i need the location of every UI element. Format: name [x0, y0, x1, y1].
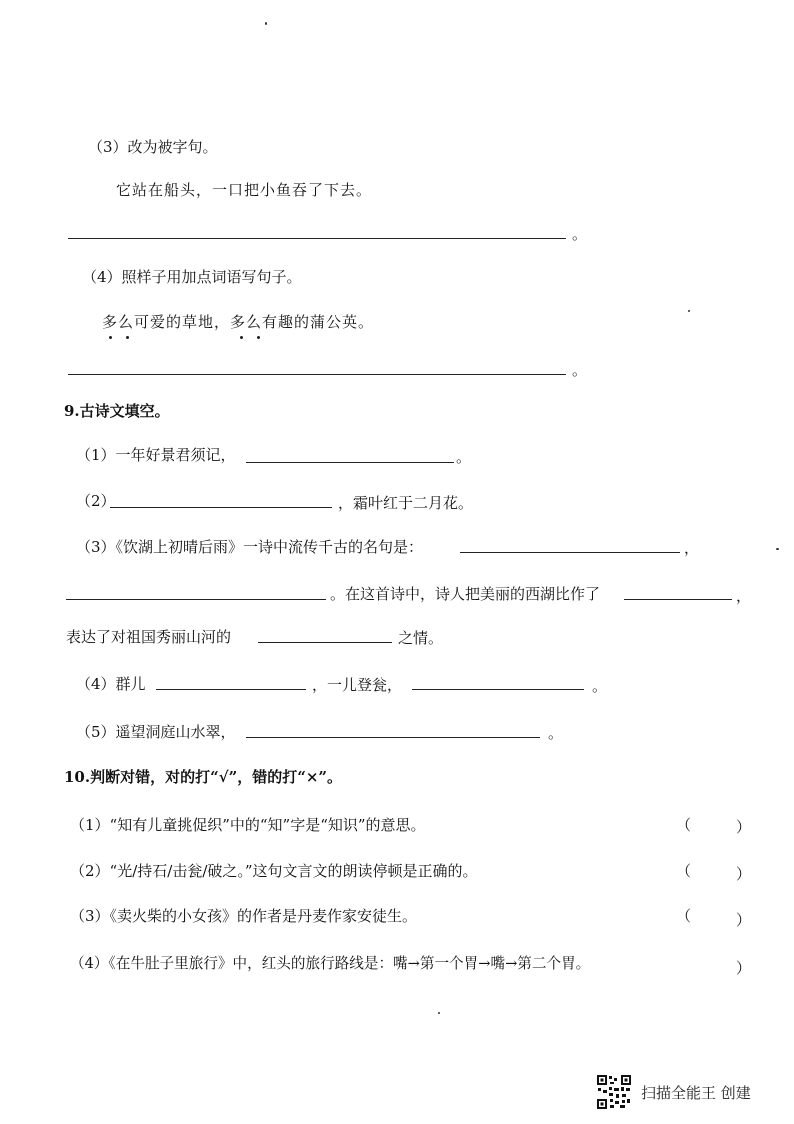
q10-item-1: （1）“知有儿童挑促织”中的“知”字是“知识”的意思。 — [70, 816, 426, 834]
q9-p3-text-2: 。在这首诗中，诗人把美丽的西湖比作了 — [330, 585, 601, 603]
q10-item-2: （2）“光/持石/击瓮/破之。”这句文言文的朗读停顿是正确的。 — [70, 862, 478, 880]
q10-item-1-paren-open: （ — [676, 816, 692, 834]
q9-p3-blank-4[interactable] — [258, 642, 392, 643]
q9-p3-comma: ， — [684, 539, 700, 557]
q8-p3-end: 。 — [572, 225, 588, 243]
q8-p3-sentence: 它站在船头，一口把小鱼吞了下去。 — [116, 181, 373, 199]
emphasis-dot — [109, 336, 112, 339]
q9-p2-blank[interactable] — [110, 507, 332, 508]
scanner-watermark: 扫描全能王 创建 — [641, 1084, 751, 1102]
q9-p3-text: （3）《饮湖上初晴后雨》一诗中流传千古的名句是： — [76, 538, 424, 556]
q9-p1-blank[interactable] — [246, 462, 454, 463]
q9-p3-text-4: 之情。 — [398, 629, 444, 647]
emphasis-dot — [126, 336, 129, 339]
q10-item-1-paren-close[interactable]: ） — [736, 818, 752, 836]
q9-p2-text: ，霜叶红于二月花。 — [338, 494, 474, 512]
scan-speck — [265, 22, 267, 25]
q8-p4-sentence: 多么可爱的草地，多么有趣的蒲公英。 — [102, 313, 375, 331]
q9-p3-blank-2[interactable] — [66, 599, 326, 600]
q9-p4-blank-1[interactable] — [156, 689, 306, 690]
q9-p4-text-2: ，一儿登瓮， — [312, 676, 403, 694]
q10-title: 10.判断对错，对的打“√”，错的打“×”。 — [64, 768, 343, 786]
emphasis-dot — [240, 336, 243, 339]
scan-speck — [776, 548, 779, 550]
q9-p1-text: （1）一年好景君须记， — [76, 446, 236, 464]
scan-speck — [438, 1012, 440, 1014]
q10-item-3-paren-close[interactable]: ） — [736, 911, 752, 929]
q8-p3-label: （3）改为被字句。 — [88, 138, 218, 156]
q9-p3-blank-3[interactable] — [624, 599, 732, 600]
q9-p4-text: （4）群儿 — [76, 675, 146, 693]
q9-title: 9.古诗文填空。 — [64, 402, 170, 420]
q10-item-4: （4）《在牛肚子里旅行》中，红头的旅行路线是：嘴→第一个胃→嘴→第二个胃。 — [70, 955, 591, 972]
qr-code-icon — [596, 1074, 632, 1110]
q8-p4-label: （4）照样子用加点词语写句子。 — [82, 268, 302, 286]
q9-p5-end: 。 — [548, 724, 564, 742]
q9-p2-label: （2） — [76, 492, 116, 510]
scan-speck — [688, 310, 690, 312]
q9-p5-text: （5）遥望洞庭山水翠， — [76, 723, 236, 741]
q10-item-4-paren-close[interactable]: ） — [736, 959, 752, 977]
q9-p1-end: 。 — [456, 448, 472, 466]
q8-p3-answer-line[interactable] — [68, 238, 566, 239]
q8-p4-answer-line[interactable] — [68, 374, 566, 375]
q9-p4-end: 。 — [592, 677, 608, 695]
q9-p3-blank-1[interactable] — [460, 552, 680, 553]
q10-item-2-paren-close[interactable]: ） — [736, 865, 752, 883]
emphasis-dot — [257, 336, 260, 339]
q8-p4-end: 。 — [572, 361, 588, 379]
q9-p5-blank[interactable] — [246, 737, 540, 738]
q9-p4-blank-2[interactable] — [412, 689, 584, 690]
q10-item-3: （3）《卖火柴的小女孩》的作者是丹麦作家安徒生。 — [70, 907, 418, 925]
q10-item-2-paren-open: （ — [676, 862, 692, 880]
q9-p3-comma-2: ， — [736, 587, 752, 605]
q9-p3-text-3: 表达了对祖国秀丽山河的 — [66, 628, 232, 646]
q10-item-3-paren-open: （ — [676, 907, 692, 925]
